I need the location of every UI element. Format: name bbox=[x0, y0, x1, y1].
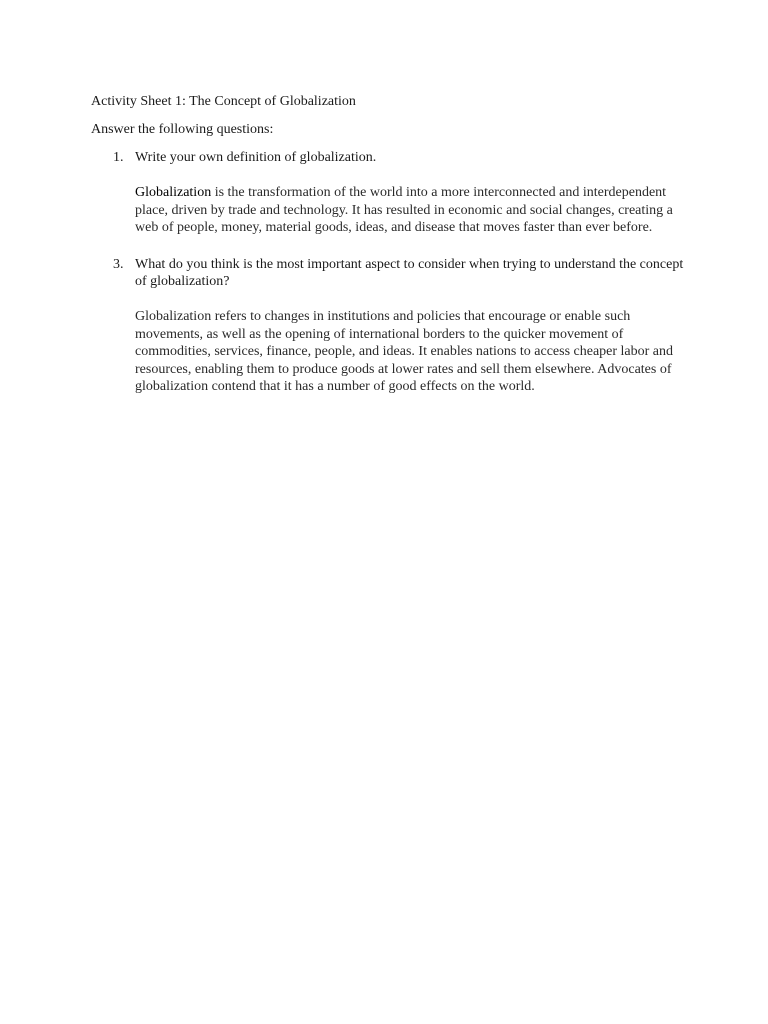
instruction-text: Answer the following questions: bbox=[91, 122, 274, 137]
answer-body: is the transformation of the world into a more interconnected and interdependent place, driven by trade and technology. It has resulted in economic and social changes, creating a web of people, money, material goods, ideas, and disease that moves faster than ever before. bbox=[135, 185, 673, 236]
question-number: 3. bbox=[113, 257, 124, 272]
answer-lead-term: Globalization bbox=[135, 185, 212, 200]
answer-1 bbox=[135, 184, 685, 237]
question-number: 1. bbox=[113, 150, 124, 165]
answer-3: Globalization refers to changes in institutions and policies that encourage or enable such movements, as well as the opening of international borders to the quicker movement of commodities, services, finance, people, and ideas. It enables nations to access cheaper labor and resources, enabling them to produce goods at lower rates and sell them elsewhere. Advocates of globalization contend that it has a number of good effects on the world. bbox=[135, 309, 674, 395]
document-title: Activity Sheet 1: The Concept of Globalization bbox=[91, 94, 356, 109]
question-prompt: Write your own definition of globalization. bbox=[135, 150, 377, 165]
question-prompt: What do you think is the most important aspect to consider when trying to understand the concept of globalization? bbox=[135, 257, 684, 289]
